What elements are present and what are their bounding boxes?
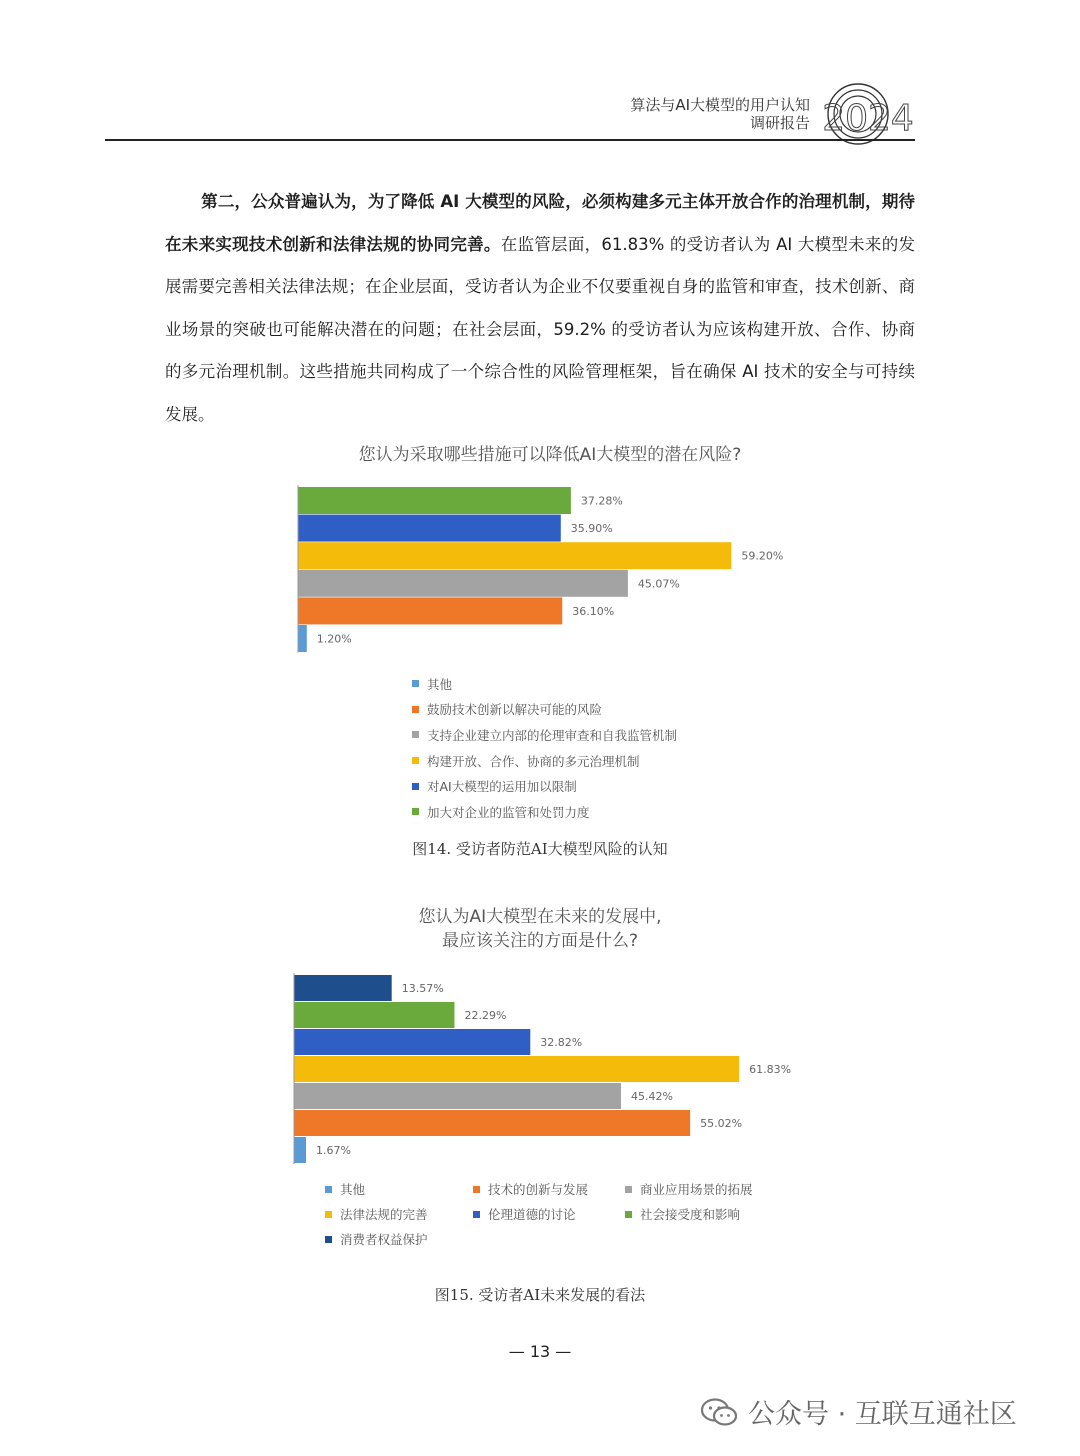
watermark-text: 公众号 · 互联互通社区 (748, 1399, 1017, 1430)
chart15-legend-swatch (473, 1211, 480, 1218)
chart15-legend-label: 其他 (340, 1182, 366, 1197)
chart15-legend-item-1 (325, 1180, 365, 1198)
chart15-legend-item-7 (325, 1230, 428, 1248)
chart14-title: 您认为采取哪些措施可以降低AI大模型的潜在风险? (358, 445, 742, 465)
chart14-bar-label-2: 35.90% (570, 522, 613, 536)
chart15-legend-swatch (325, 1186, 332, 1193)
chart14-legend-label: 其他 (427, 676, 453, 692)
figure14-caption: 图14. 受访者防范AI大模型风险的认知 (412, 840, 668, 858)
chart15-legend-label: 商业应用场景的拓展 (640, 1182, 753, 1197)
chart15-bar-3 (294, 1029, 530, 1055)
chart15-bar-label-2: 22.29% (464, 1009, 507, 1022)
chart15-legend-swatch (325, 1236, 332, 1243)
wechat-icon (700, 1397, 738, 1427)
chart15-title-line1: 您认为AI大模型在未来的发展中, (418, 907, 662, 927)
chart14-legend-label: 加大对企业的监管和处罚力度 (427, 804, 590, 820)
chart14-legend-label: 构建开放、合作、协商的多元治理机制 (427, 753, 640, 769)
chart15-bar-label-1: 13.57% (401, 982, 444, 995)
report-title-line2: 调研报告 (749, 114, 810, 132)
figure15-caption: 图15. 受访者AI未来发展的看法 (434, 1286, 646, 1304)
chart15-bar-4 (294, 1056, 739, 1082)
chart15-bar-label-5: 45.42% (631, 1090, 673, 1103)
chart15-bar-label-6: 55.02% (700, 1117, 743, 1130)
chart15-legend-item-5 (473, 1205, 576, 1223)
chart14-bar-label-1: 37.28% (580, 494, 623, 508)
chart14-legend-label: 鼓励技术创新以解决可能的风险 (427, 702, 603, 718)
chart15-legend-item-2 (473, 1180, 588, 1198)
watermark (700, 1392, 1017, 1431)
chart15-bar-2 (294, 1002, 454, 1028)
report-title-line1: 算法与AI大模型的用户认知 (630, 96, 810, 114)
chart15-legend-swatch (625, 1211, 632, 1218)
chart15-legend-item-6 (625, 1205, 740, 1223)
year-text: 2024 (822, 98, 914, 139)
chart15-bar-label-3: 32.82% (540, 1036, 583, 1049)
chart15-legend-label: 消费者权益保护 (340, 1232, 428, 1247)
chart15-legend-item-4 (325, 1205, 428, 1223)
chart14-bar-label-6: 1.20% (316, 632, 352, 646)
chart15-legend-label: 伦理道德的讨论 (488, 1207, 576, 1222)
chart14-bar-label-4: 45.07% (637, 577, 680, 591)
chart14-bar-label-5: 36.10% (572, 604, 615, 618)
body-sentences: 在监管层面，61.83% 的受访者认为 AI 大模型未来的发展需要完善相关法律法规；在企业层面，受访者认为企业不仅要重视自身的监管和审查，技术创新、商业场景的突破也可能解决潜在的问题；在社会层面，59.2% 的受访者认为应该构建开放、合作、协商的多元治理机制。这些措施共同构成了一个综合性的风险管理框架，旨在确保 AI 技术的安全与可持续发展。 (165, 234, 915, 424)
chart15-bar-6 (294, 1110, 690, 1136)
chart15-bar-7 (294, 1137, 306, 1163)
chart15-legend-swatch (625, 1186, 632, 1193)
chart14-legend-label: 支持企业建立内部的伦理审查和自我监管机制 (427, 727, 678, 743)
lead-sentence: 第二，公众普遍认为，为了降低 AI 大模型的风险，必须构建多元主体开放合作的治理机制，期待在未来实现技术创新和法律法规的协同完善。 (165, 192, 915, 254)
chart15-legend-label: 社会接受度和影响 (640, 1207, 741, 1222)
chart15-legend-item-3 (625, 1180, 753, 1198)
chart14-legend-label: 对AI大模型的运用加以限制 (427, 779, 577, 795)
chart15-legend-swatch (325, 1211, 332, 1218)
chart15-legend-label: 技术的创新与发展 (488, 1182, 589, 1197)
chart14-bar-label-3: 59.20% (741, 549, 784, 563)
chart15-bar-label-7: 1.67% (316, 1144, 351, 1157)
chart15-bar-5 (294, 1083, 621, 1109)
chart15-title-line2: 最应该关注的方面是什么? (441, 931, 639, 951)
page-number: — 13 — (508, 1342, 572, 1361)
chart15-legend-swatch (473, 1186, 480, 1193)
chart15-legend-label: 法律法规的完善 (340, 1207, 428, 1222)
chart15-bar-1 (294, 975, 392, 1001)
chart15-bar-label-4: 61.83% (749, 1063, 792, 1076)
